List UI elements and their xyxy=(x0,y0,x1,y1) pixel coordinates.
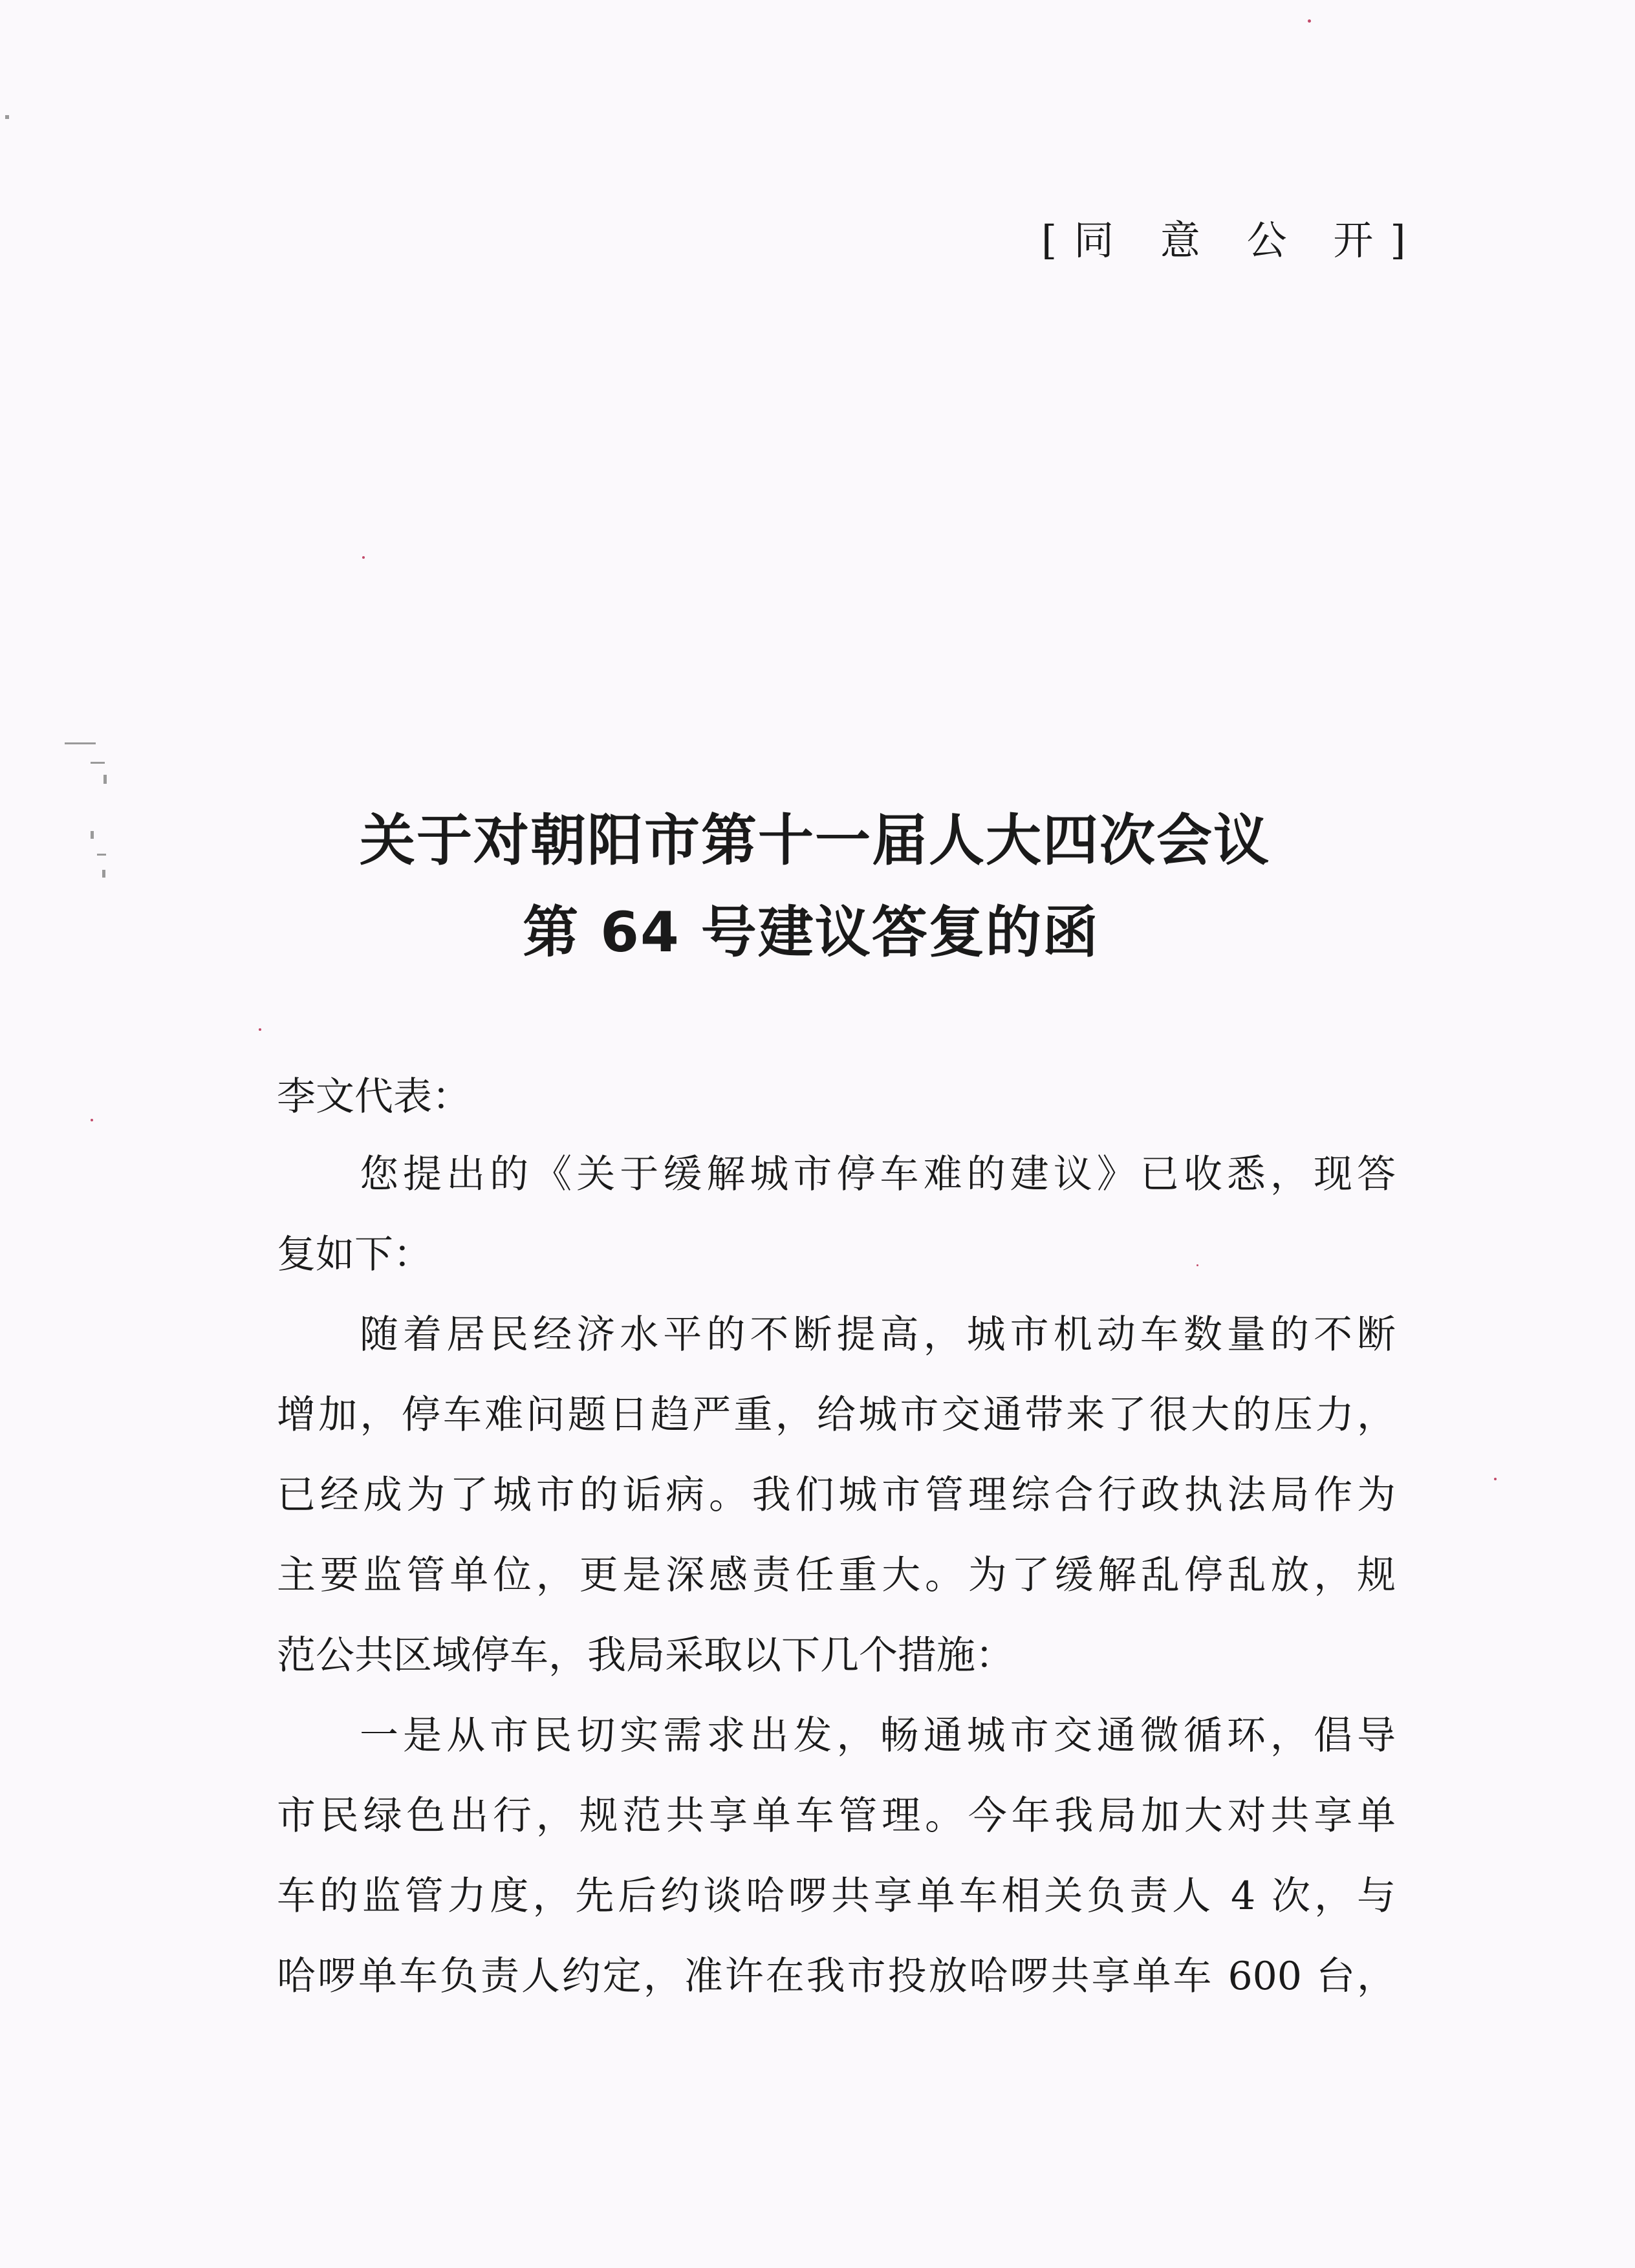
scan-speck xyxy=(259,1028,261,1031)
scan-speck xyxy=(362,556,365,559)
body-line: 一是从市民切实需求出发，畅通城市交通微循环，倡导 xyxy=(360,1713,1396,1758)
scan-edge-mark xyxy=(97,854,106,856)
document-title-line-2: 第 64 号建议答复的函 xyxy=(523,900,1099,965)
scan-speck xyxy=(91,1119,93,1121)
document-title-line-1: 关于对朝阳市第十一届人大四次会议 xyxy=(360,808,1270,873)
body-line: 复如下： xyxy=(277,1232,432,1277)
scan-speck xyxy=(1196,1264,1198,1266)
scan-edge-mark xyxy=(102,870,105,878)
body-line: 哈啰单车负责人约定，准许在我市投放哈啰共享单车 600 台， xyxy=(277,1954,1396,1999)
body-line: 您提出的《关于缓解城市停车难的建议》已收悉，现答 xyxy=(360,1152,1396,1197)
disclosure-label: [同 意 公 开] xyxy=(1041,217,1423,264)
body-line: 车的监管力度，先后约谈哈啰共享单车相关负责人 4 次，与 xyxy=(277,1874,1396,1919)
scan-edge-mark xyxy=(91,762,105,764)
scan-speck xyxy=(1308,19,1311,23)
body-line: 增加，停车难问题日趋严重，给城市交通带来了很大的压力， xyxy=(277,1392,1396,1438)
scan-edge-mark xyxy=(5,115,9,119)
body-line: 市民绿色出行，规范共享单车管理。今年我局加大对共享单 xyxy=(277,1793,1396,1839)
body-line: 主要监管单位，更是深感责任重大。为了缓解乱停乱放，规 xyxy=(277,1553,1396,1598)
body-line: 随着居民经济水平的不断提高，城市机动车数量的不断 xyxy=(360,1312,1396,1357)
scan-edge-mark xyxy=(103,775,107,784)
body-line: 范公共区域停车，我局采取以下几个措施： xyxy=(277,1633,1014,1678)
salutation: 李文代表： xyxy=(277,1074,471,1119)
scan-edge-mark xyxy=(65,742,96,744)
body-line: 已经成为了城市的诟病。我们城市管理综合行政执法局作为 xyxy=(277,1473,1396,1518)
scan-speck xyxy=(1494,1478,1497,1480)
scan-edge-mark xyxy=(91,831,94,839)
